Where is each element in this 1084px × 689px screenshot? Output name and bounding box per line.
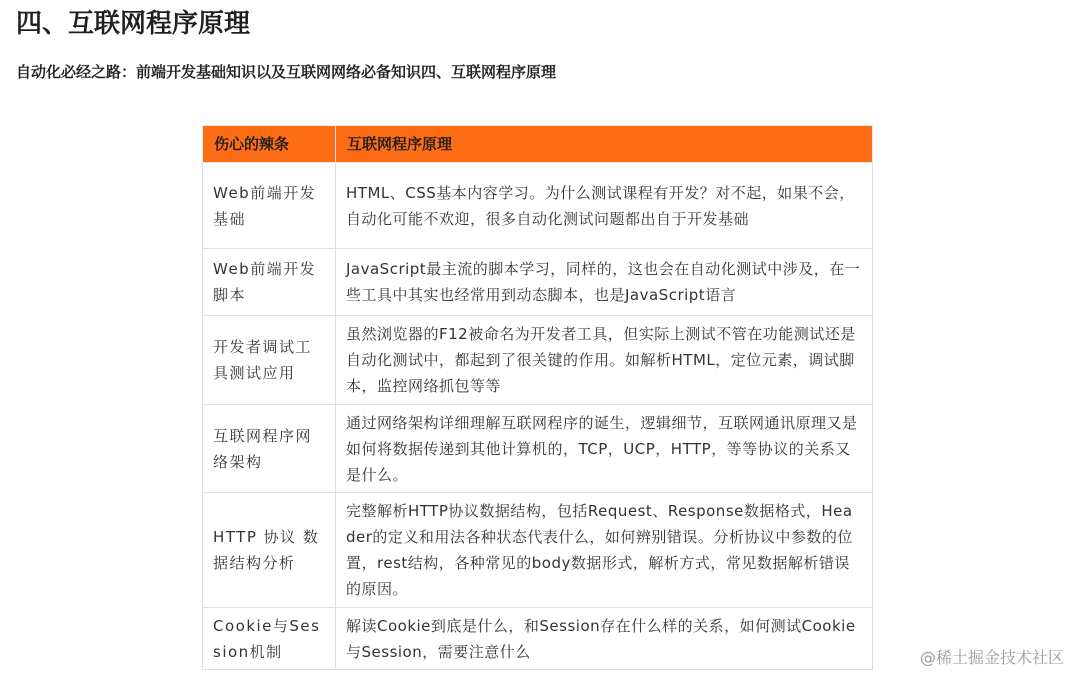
row-description: 虽然浏览器的F12被命名为开发者工具，但实际上测试不管在功能测试还是自动化测试中，都起到了很关键的作用。如解析HTML，定位元素，调试脚本，监控网络抓包等等 bbox=[336, 316, 873, 405]
row-topic: Web前端开发脚本 bbox=[203, 249, 336, 316]
row-topic: HTTP 协议 数据结构分析 bbox=[203, 493, 336, 608]
table-row bbox=[203, 608, 873, 670]
page-title: 四、互联网程序原理 bbox=[16, 9, 251, 39]
row-description: 完整解析HTTP协议数据结构，包括Request、Response数据格式，Header的定义和用法各种状态代表什么，如何辨别错误。分析协议中参数的位置，rest结构，各种常见的body数据形式，解析方式，常见数据解析错误的原因。 bbox=[336, 493, 873, 608]
table-row bbox=[203, 316, 873, 405]
page-subtitle: 自动化必经之路：前端开发基础知识以及互联网网络必备知识四、互联网程序原理 bbox=[16, 63, 557, 81]
watermark: @稀土掘金技术社区 bbox=[919, 648, 1064, 667]
row-topic: 开发者调试工具测试应用 bbox=[203, 316, 336, 405]
table-header-row bbox=[203, 126, 873, 163]
row-description: 解读Cookie到底是什么，和Session存在什么样的关系，如何测试Cookie与Session，需要注意什么 bbox=[336, 608, 873, 670]
table-row bbox=[203, 163, 873, 249]
row-description: 通过网络架构详细理解互联网程序的诞生，逻辑细节，互联网通讯原理又是如何将数据传递到其他计算机的，TCP，UCP，HTTP，等等协议的关系又是什么。 bbox=[336, 405, 873, 493]
table-header-description: 互联网程序原理 bbox=[336, 126, 873, 163]
row-topic: 互联网程序网络架构 bbox=[203, 405, 336, 493]
row-topic: Web前端开发基础 bbox=[203, 163, 336, 249]
row-topic: Cookie与Session机制 bbox=[203, 608, 336, 670]
row-description: HTML、CSS基本内容学习。为什么测试课程有开发？对不起，如果不会，自动化可能不欢迎，很多自动化测试问题都出自于开发基础 bbox=[336, 163, 873, 249]
table-header-topic: 伤心的辣条 bbox=[203, 126, 336, 163]
table-row bbox=[203, 405, 873, 493]
row-description: JavaScript最主流的脚本学习，同样的，这也会在自动化测试中涉及，在一些工具中其实也经常用到动态脚本，也是JavaScript语言 bbox=[336, 249, 873, 316]
table-row bbox=[203, 249, 873, 316]
topic-table bbox=[202, 125, 873, 670]
table-row bbox=[203, 493, 873, 608]
